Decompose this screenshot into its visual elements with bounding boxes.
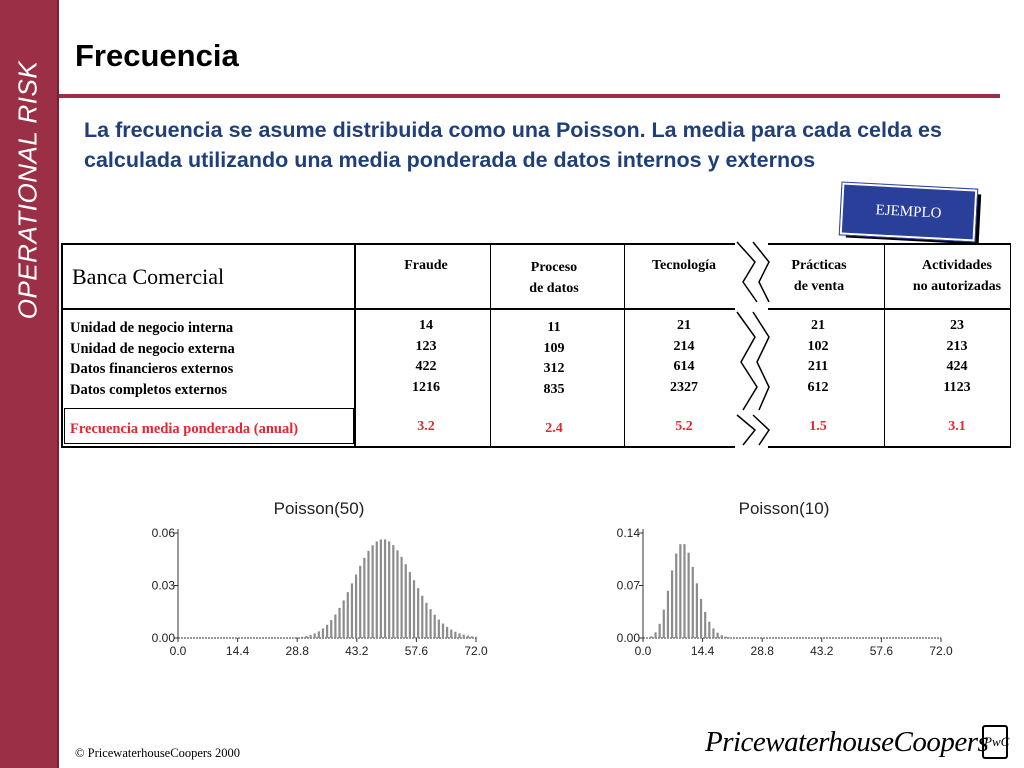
company-logo: PricewaterhouseCoopers [705, 726, 989, 758]
copyright: © PricewaterhouseCoopers 2000 [75, 746, 241, 760]
poisson-bar [413, 580, 415, 638]
weighted-value-practicas: 1.5 [809, 419, 827, 434]
chart-title: Poisson(10) [738, 499, 830, 518]
table-border-bottom-left [61, 446, 735, 448]
poisson-bar [667, 591, 669, 638]
row-label: Datos financieros externos [70, 361, 234, 377]
poisson-bar [663, 610, 665, 638]
poisson-bar [334, 615, 336, 638]
poisson-bar [721, 635, 723, 638]
table-header-rule-left [61, 308, 735, 310]
poisson-bar [330, 620, 332, 638]
poisson-bar [417, 588, 419, 638]
poisson-bar [392, 545, 394, 638]
col-header-practicas: Prácticas de venta [791, 258, 847, 294]
break-zigzag-body-left [737, 312, 757, 410]
break-zigzag-footer-left [737, 415, 755, 445]
poisson-bar [712, 628, 714, 638]
values-fraude: 14 123 422 1216 [412, 318, 440, 395]
weighted-label: Frecuencia media ponderada (anual) [70, 421, 299, 437]
poisson-bar [696, 583, 698, 638]
table-header-rule-right [768, 308, 1010, 310]
weighted-value-proceso: 2.4 [545, 421, 563, 436]
values-actividades: 23 213 424 1123 [943, 318, 971, 395]
poisson-bar [650, 636, 652, 638]
break-zigzag-body-right [753, 312, 769, 410]
poisson-bar [458, 633, 460, 638]
poisson-bar [659, 624, 661, 638]
logo-mark: PwC [982, 725, 1008, 759]
poisson-bar [401, 557, 403, 638]
poisson-50-chart [140, 494, 488, 664]
x-tick-label: 57.6 [404, 644, 429, 658]
poisson-bar [380, 539, 382, 638]
poisson-bar [454, 632, 456, 638]
x-tick-label: 28.8 [285, 644, 309, 658]
table-col-divider-4 [884, 243, 885, 448]
poisson-bar [359, 566, 361, 638]
poisson-bar [463, 635, 465, 638]
poisson-bar [421, 596, 423, 638]
y-tick-label: 0.06 [151, 526, 175, 540]
weighted-value-fraude: 3.2 [417, 419, 435, 434]
poisson-bar [314, 633, 316, 638]
table-col-divider-1 [354, 243, 356, 448]
y-tick-label: 0.00 [616, 631, 640, 645]
poisson-bar [671, 570, 673, 638]
poisson-bar [322, 628, 324, 638]
poisson-bar [429, 609, 431, 638]
poisson-bar [326, 625, 328, 638]
poisson-bar [725, 637, 727, 638]
poisson-bar [471, 636, 473, 638]
x-tick-label: 57.6 [869, 644, 894, 658]
poisson-bar [338, 608, 340, 638]
poisson-bar [297, 637, 299, 638]
poisson-bar [675, 554, 677, 638]
poisson-bar [388, 541, 390, 638]
weighted-value-tecnologia: 5.2 [675, 419, 693, 434]
poisson-bar [318, 631, 320, 638]
row-label: Datos completos externos [70, 381, 228, 398]
col-header-tecnologia: Tecnología [651, 258, 717, 273]
row-label: Unidad de negocio externa [70, 340, 235, 357]
table-title: Banca Comercial [72, 264, 225, 289]
x-tick-label: 0.0 [634, 644, 652, 658]
poisson-bar [343, 600, 345, 638]
col-header-fraude: Fraude [404, 258, 448, 273]
table-border-left [61, 243, 63, 448]
poisson-bar [355, 574, 357, 638]
poisson-bar [409, 572, 411, 638]
poisson-bar [396, 550, 398, 638]
poisson-bar [309, 635, 311, 638]
poisson-bar [347, 592, 349, 638]
row-labels [70, 318, 235, 400]
poisson-bar [683, 544, 685, 638]
chart-title: Poisson(50) [273, 499, 365, 518]
x-tick-label: 43.2 [345, 644, 369, 658]
poisson-bar [372, 545, 374, 638]
poisson-bar [679, 544, 681, 638]
x-tick-label: 72.0 [929, 644, 953, 658]
poisson-bar [467, 636, 469, 638]
col-header-actividades: Actividades no autorizadas [912, 258, 1002, 294]
poisson-bar [708, 622, 710, 638]
poisson-bar [442, 624, 444, 638]
y-tick-label: 0.00 [151, 631, 175, 645]
table-border-top-right [768, 243, 1010, 245]
title-divider [59, 94, 1000, 98]
weighted-value-actividades: 3.1 [948, 419, 966, 434]
y-tick-label: 0.07 [616, 578, 640, 593]
intro-text: La frecuencia se asume distribuida como una Poisson. La media para cada celda es calculada utilizando una media ponderada de datos internos y externos [84, 118, 942, 172]
poisson-bar [475, 637, 477, 638]
col-header-proceso: Proceso de datos [529, 260, 579, 296]
y-tick-label: 0.03 [151, 578, 175, 593]
x-tick-label: 43.2 [810, 644, 834, 658]
x-tick-label: 28.8 [750, 644, 774, 658]
values-practicas: 21 102 211 612 [807, 318, 829, 395]
poisson-bar [692, 567, 694, 638]
poisson-bar [305, 636, 307, 638]
poisson-bar [704, 612, 706, 638]
poisson-bar [363, 558, 365, 638]
sidebar-title: OPERATIONAL RISK [12, 60, 43, 320]
table-border-top-left [61, 243, 735, 245]
x-tick-label: 0.0 [169, 644, 187, 658]
sidebar [0, 0, 59, 768]
example-badge: EJEMPLO [840, 183, 978, 242]
poisson-bar [301, 637, 303, 638]
table-border-bottom-right [768, 446, 1010, 448]
values-tecnologia: 21 214 614 2327 [670, 318, 698, 395]
x-tick-label: 14.4 [690, 644, 715, 658]
poisson-bar [729, 637, 731, 638]
poisson-10-chart [605, 494, 953, 664]
poisson-bar [654, 632, 656, 638]
y-tick-label: 0.14 [616, 526, 640, 540]
values-proceso: 11 109 312 835 [543, 320, 565, 397]
row-label: Unidad de negocio interna [70, 320, 234, 336]
poisson-bar [434, 615, 436, 638]
poisson-bar [700, 599, 702, 638]
poisson-bar [446, 627, 448, 638]
poisson-bar [717, 633, 719, 638]
poisson-bar [450, 630, 452, 638]
poisson-bar [351, 583, 353, 638]
x-tick-label: 72.0 [464, 644, 488, 658]
poisson-bar [425, 603, 427, 638]
poisson-bar [405, 564, 407, 638]
poisson-bar [438, 620, 440, 638]
x-tick-label: 14.4 [225, 644, 250, 658]
poisson-bar [367, 551, 369, 638]
poisson-bar [688, 553, 690, 638]
poisson-bar [384, 539, 386, 638]
page-title: Frecuencia [75, 38, 239, 73]
poisson-bar [376, 541, 378, 638]
